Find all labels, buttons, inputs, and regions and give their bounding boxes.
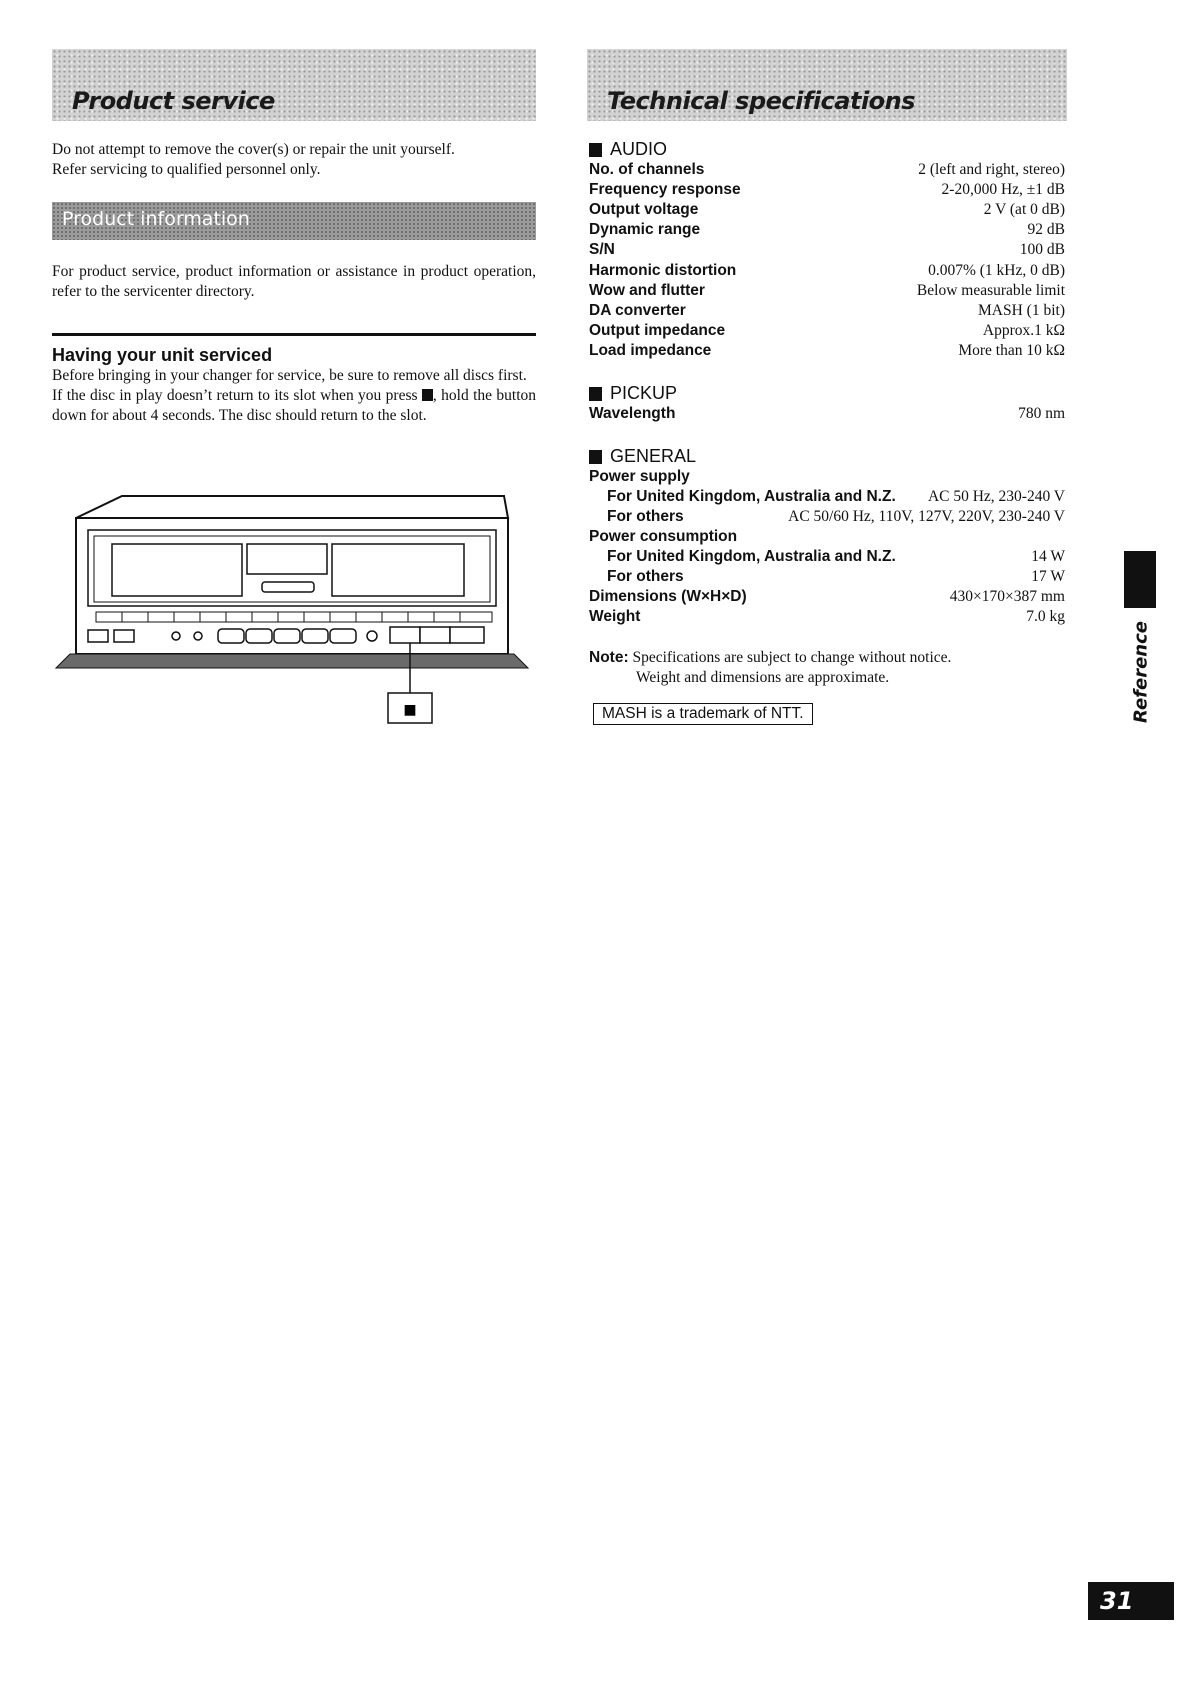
reference-tab-block	[1124, 551, 1156, 608]
product-service-line: Refer servicing to qualified personnel only.	[52, 161, 321, 178]
spec-row: Weight 7.0 kg	[589, 608, 1065, 625]
cd-changer-illustration	[52, 478, 536, 738]
bullet-square-icon	[589, 387, 602, 401]
technical-specifications-banner	[587, 49, 1067, 121]
button-strip	[96, 612, 492, 622]
technical-specifications-title: Technical specifications	[607, 87, 916, 115]
spec-row: Frequency response 2-20,000 Hz, ±1 dB	[589, 181, 1065, 198]
spec-row: No. of channels 2 (left and right, stereo)	[589, 161, 1065, 178]
spec-row: Harmonic distortion 0.007% (1 kHz, 0 dB)	[589, 262, 1065, 279]
spec-row: For others 17 W	[607, 568, 1065, 585]
reference-tab-label: Reference	[1130, 621, 1152, 723]
product-service-text	[52, 140, 536, 180]
product-service-title: Product service	[72, 87, 275, 115]
trademark-notice: MASH is a trademark of NTT.	[593, 703, 813, 725]
product-information-title: Product information	[62, 208, 250, 230]
spec-row: Power supply	[589, 468, 690, 485]
product-information-text: For product service, product information or assistance in product operation, refer to the servicenter directory.	[52, 263, 536, 300]
spec-row: Power consumption	[589, 528, 738, 545]
page-number: 31	[1088, 1582, 1174, 1620]
section-divider	[52, 333, 536, 336]
having-serviced-heading: Having your unit serviced	[52, 345, 273, 365]
spec-row: Dynamic range 92 dB	[589, 221, 1065, 238]
spec-row: For others AC 50/60 Hz, 110V, 127V, 220V, 230-240 V	[607, 508, 1065, 525]
general-section-title: GENERAL	[589, 446, 696, 467]
bullet-square-icon	[589, 143, 602, 157]
spec-row: S/N 100 dB	[589, 241, 1065, 258]
spec-note: Note: Specifications are subject to change without notice. Weight and dimensions are approximate.	[589, 649, 952, 686]
pickup-section-title: PICKUP	[589, 383, 677, 404]
spec-row: Wavelength 780 nm	[589, 405, 1065, 422]
spec-row: For United Kingdom, Australia and N.Z. AC 50 Hz, 230-240 V	[607, 488, 1065, 505]
note-label: Note:	[589, 649, 629, 666]
callout-stop-symbol: ■	[403, 702, 417, 718]
audio-section-title: AUDIO	[589, 139, 667, 160]
product-information-banner	[52, 202, 536, 240]
having-serviced-text	[52, 366, 536, 426]
product-service-banner	[52, 49, 536, 121]
bullet-square-icon	[589, 450, 602, 464]
having-serviced-para1: Before bringing in your changer for service, be sure to remove all discs first.	[52, 367, 527, 384]
spec-row: Output voltage 2 V (at 0 dB)	[589, 201, 1065, 218]
spec-row: Dimensions (W×H×D) 430×170×387 mm	[589, 588, 1065, 605]
product-service-line: Do not attempt to remove the cover(s) or repair the unit yourself.	[52, 141, 455, 158]
spec-row: DA converter MASH (1 bit)	[589, 302, 1065, 319]
spec-row: Load impedance More than 10 kΩ	[589, 342, 1065, 359]
having-serviced-para2: If the disc in play doesn’t return to its slot when you press , hold the button down for about 4 seconds. The disc should return to the slot.	[52, 387, 536, 424]
spec-row: For United Kingdom, Australia and N.Z. 14 W	[607, 548, 1065, 565]
spec-row: Wow and flutter Below measurable limit	[589, 282, 1065, 299]
spec-row: Output impedance Approx.1 kΩ	[589, 322, 1065, 339]
stop-button-icon	[422, 389, 433, 401]
